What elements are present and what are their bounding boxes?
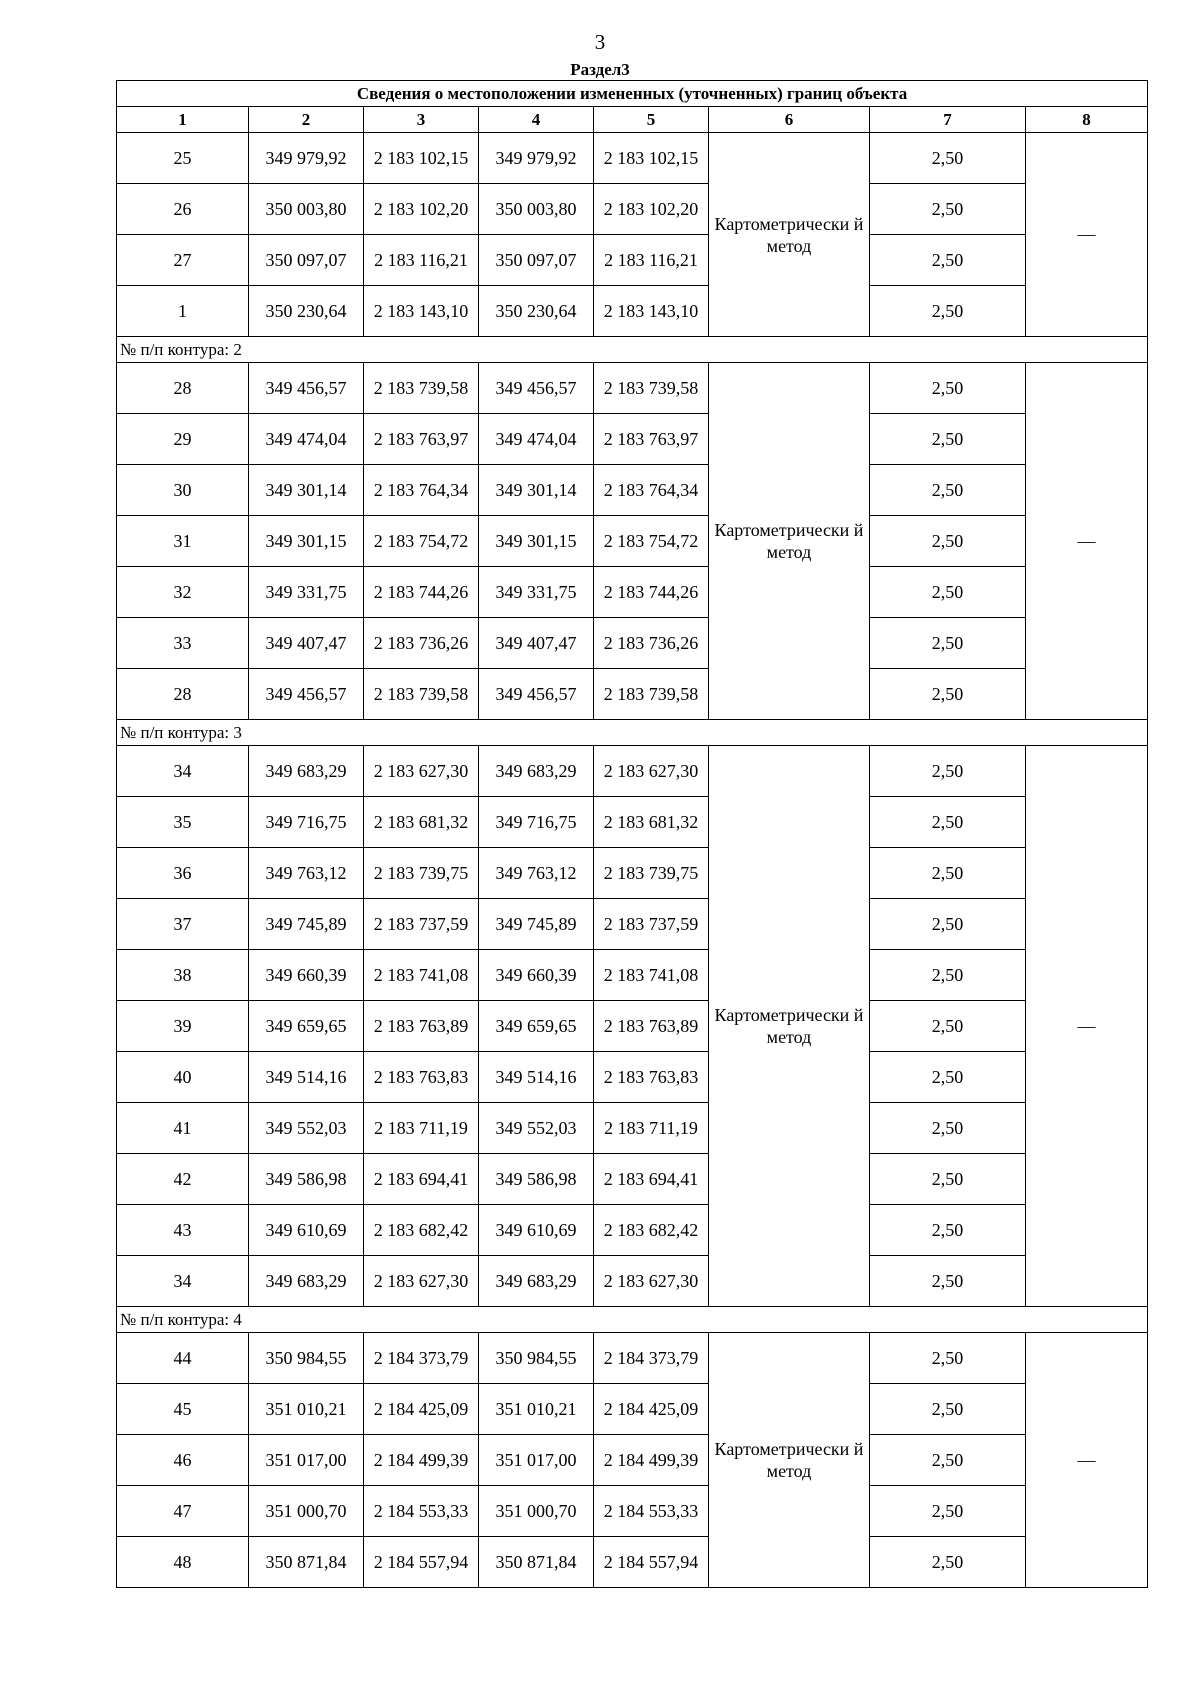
point-number-cell: 39 <box>117 1001 249 1052</box>
x-new-cell: 349 474,04 <box>479 414 594 465</box>
y-new-cell: 2 183 739,58 <box>594 363 709 414</box>
contour-label-row <box>117 1307 1148 1333</box>
point-number-cell: 42 <box>117 1154 249 1205</box>
y-new-cell: 2 183 739,58 <box>594 669 709 720</box>
x-old-cell: 350 984,55 <box>249 1333 364 1384</box>
point-number-cell: 33 <box>117 618 249 669</box>
contour-label-row <box>117 337 1148 363</box>
y-old-cell: 2 183 744,26 <box>364 567 479 618</box>
y-old-cell: 2 183 739,75 <box>364 848 479 899</box>
y-old-cell: 2 183 736,26 <box>364 618 479 669</box>
precision-cell: 2,50 <box>870 848 1026 899</box>
y-old-cell: 2 183 763,83 <box>364 1052 479 1103</box>
precision-cell: 2,50 <box>870 1537 1026 1588</box>
precision-cell: 2,50 <box>870 797 1026 848</box>
x-old-cell: 349 456,57 <box>249 363 364 414</box>
method-cell: Картометрически й метод <box>709 363 870 720</box>
y-old-cell: 2 183 694,41 <box>364 1154 479 1205</box>
page-number: 3 <box>594 30 606 54</box>
x-new-cell: 351 017,00 <box>479 1435 594 1486</box>
x-old-cell: 350 097,07 <box>249 235 364 286</box>
x-new-cell: 349 552,03 <box>479 1103 594 1154</box>
column-number-row <box>117 107 1148 133</box>
y-old-cell: 2 183 681,32 <box>364 797 479 848</box>
x-old-cell: 349 610,69 <box>249 1205 364 1256</box>
precision-cell: 2,50 <box>870 516 1026 567</box>
contour-label: № п/п контура: 4 <box>117 1307 1148 1333</box>
y-old-cell: 2 183 754,72 <box>364 516 479 567</box>
x-new-cell: 351 010,21 <box>479 1384 594 1435</box>
point-number-cell: 36 <box>117 848 249 899</box>
point-number-cell: 45 <box>117 1384 249 1435</box>
x-old-cell: 349 683,29 <box>249 1256 364 1307</box>
point-number-cell: 34 <box>117 1256 249 1307</box>
contour-label-row <box>117 720 1148 746</box>
precision-cell: 2,50 <box>870 567 1026 618</box>
point-number-cell: 27 <box>117 235 249 286</box>
table-row <box>117 286 1148 337</box>
table-row <box>117 516 1148 567</box>
y-new-cell: 2 183 763,97 <box>594 414 709 465</box>
table-row <box>117 797 1148 848</box>
x-old-cell: 349 586,98 <box>249 1154 364 1205</box>
y-old-cell: 2 184 373,79 <box>364 1333 479 1384</box>
y-old-cell: 2 183 739,58 <box>364 669 479 720</box>
x-new-cell: 349 407,47 <box>479 618 594 669</box>
x-new-cell: 349 610,69 <box>479 1205 594 1256</box>
table-row <box>117 1001 1148 1052</box>
y-old-cell: 2 183 102,15 <box>364 133 479 184</box>
precision-cell: 2,50 <box>870 286 1026 337</box>
table-row <box>117 1103 1148 1154</box>
y-old-cell: 2 184 499,39 <box>364 1435 479 1486</box>
point-number-cell: 34 <box>117 746 249 797</box>
table-row <box>117 848 1148 899</box>
y-old-cell: 2 183 763,89 <box>364 1001 479 1052</box>
precision-cell: 2,50 <box>870 950 1026 1001</box>
x-old-cell: 349 301,15 <box>249 516 364 567</box>
precision-cell: 2,50 <box>870 1103 1026 1154</box>
x-new-cell: 350 097,07 <box>479 235 594 286</box>
precision-cell: 2,50 <box>870 133 1026 184</box>
section-title: Раздел3 <box>570 60 630 79</box>
x-new-cell: 349 763,12 <box>479 848 594 899</box>
x-new-cell: 349 331,75 <box>479 567 594 618</box>
y-new-cell: 2 184 557,94 <box>594 1537 709 1588</box>
point-number-cell: 41 <box>117 1103 249 1154</box>
precision-cell: 2,50 <box>870 465 1026 516</box>
x-old-cell: 349 659,65 <box>249 1001 364 1052</box>
table-row <box>117 1154 1148 1205</box>
table-row <box>117 1384 1148 1435</box>
table-row <box>117 235 1148 286</box>
precision-cell: 2,50 <box>870 1001 1026 1052</box>
x-old-cell: 349 979,92 <box>249 133 364 184</box>
y-old-cell: 2 184 553,33 <box>364 1486 479 1537</box>
x-new-cell: 349 456,57 <box>479 363 594 414</box>
x-new-cell: 349 683,29 <box>479 1256 594 1307</box>
contour-label: № п/п контура: 3 <box>117 720 1148 746</box>
precision-cell: 2,50 <box>870 1052 1026 1103</box>
table-row <box>117 1537 1148 1588</box>
table-row <box>117 567 1148 618</box>
x-old-cell: 351 010,21 <box>249 1384 364 1435</box>
table-row <box>117 414 1148 465</box>
column-number-header: 4 <box>479 107 594 133</box>
column-number-header: 3 <box>364 107 479 133</box>
table-row <box>117 746 1148 797</box>
point-number-cell: 1 <box>117 286 249 337</box>
precision-cell: 2,50 <box>870 1333 1026 1384</box>
point-number-cell: 31 <box>117 516 249 567</box>
y-old-cell: 2 183 102,20 <box>364 184 479 235</box>
x-new-cell: 349 586,98 <box>479 1154 594 1205</box>
x-new-cell: 349 301,14 <box>479 465 594 516</box>
x-old-cell: 349 331,75 <box>249 567 364 618</box>
precision-cell: 2,50 <box>870 1205 1026 1256</box>
point-number-cell: 47 <box>117 1486 249 1537</box>
x-old-cell: 351 000,70 <box>249 1486 364 1537</box>
x-old-cell: 349 745,89 <box>249 899 364 950</box>
table-row <box>117 1333 1148 1384</box>
y-old-cell: 2 183 116,21 <box>364 235 479 286</box>
y-new-cell: 2 183 736,26 <box>594 618 709 669</box>
point-number-cell: 37 <box>117 899 249 950</box>
column-number-header: 1 <box>117 107 249 133</box>
table-row <box>117 1486 1148 1537</box>
x-new-cell: 350 984,55 <box>479 1333 594 1384</box>
point-number-cell: 28 <box>117 363 249 414</box>
column-number-header: 5 <box>594 107 709 133</box>
y-new-cell: 2 184 499,39 <box>594 1435 709 1486</box>
y-new-cell: 2 183 627,30 <box>594 1256 709 1307</box>
y-old-cell: 2 183 739,58 <box>364 363 479 414</box>
y-old-cell: 2 183 763,97 <box>364 414 479 465</box>
point-number-cell: 28 <box>117 669 249 720</box>
y-new-cell: 2 183 143,10 <box>594 286 709 337</box>
table-title: Сведения о местоположении измененных (уточненных) границ объекта <box>117 81 1148 107</box>
table-row <box>117 1256 1148 1307</box>
precision-cell: 2,50 <box>870 746 1026 797</box>
precision-cell: 2,50 <box>870 1486 1026 1537</box>
table-row <box>117 618 1148 669</box>
x-new-cell: 349 514,16 <box>479 1052 594 1103</box>
y-new-cell: 2 183 744,26 <box>594 567 709 618</box>
y-old-cell: 2 183 627,30 <box>364 746 479 797</box>
x-new-cell: 351 000,70 <box>479 1486 594 1537</box>
point-number-cell: 30 <box>117 465 249 516</box>
x-old-cell: 349 716,75 <box>249 797 364 848</box>
y-new-cell: 2 184 425,09 <box>594 1384 709 1435</box>
y-old-cell: 2 184 425,09 <box>364 1384 479 1435</box>
x-old-cell: 350 230,64 <box>249 286 364 337</box>
table-row <box>117 950 1148 1001</box>
y-old-cell: 2 183 711,19 <box>364 1103 479 1154</box>
y-new-cell: 2 183 102,15 <box>594 133 709 184</box>
y-new-cell: 2 183 694,41 <box>594 1154 709 1205</box>
precision-cell: 2,50 <box>870 414 1026 465</box>
table-row <box>117 465 1148 516</box>
method-cell: Картометрически й метод <box>709 1333 870 1588</box>
y-new-cell: 2 183 737,59 <box>594 899 709 950</box>
coordinates-table <box>116 80 1148 1588</box>
point-number-cell: 35 <box>117 797 249 848</box>
point-number-cell: 32 <box>117 567 249 618</box>
point-number-cell: 46 <box>117 1435 249 1486</box>
x-new-cell: 349 301,15 <box>479 516 594 567</box>
y-old-cell: 2 183 143,10 <box>364 286 479 337</box>
contour-label: № п/п контура: 2 <box>117 337 1148 363</box>
point-number-cell: 43 <box>117 1205 249 1256</box>
x-old-cell: 349 301,14 <box>249 465 364 516</box>
y-new-cell: 2 183 764,34 <box>594 465 709 516</box>
x-new-cell: 350 230,64 <box>479 286 594 337</box>
y-new-cell: 2 183 102,20 <box>594 184 709 235</box>
table-row <box>117 1052 1148 1103</box>
y-new-cell: 2 183 681,32 <box>594 797 709 848</box>
x-old-cell: 350 871,84 <box>249 1537 364 1588</box>
y-old-cell: 2 183 737,59 <box>364 899 479 950</box>
point-number-cell: 38 <box>117 950 249 1001</box>
x-old-cell: 349 552,03 <box>249 1103 364 1154</box>
x-new-cell: 349 683,29 <box>479 746 594 797</box>
point-number-cell: 25 <box>117 133 249 184</box>
x-new-cell: 349 979,92 <box>479 133 594 184</box>
point-number-cell: 26 <box>117 184 249 235</box>
y-new-cell: 2 183 682,42 <box>594 1205 709 1256</box>
x-new-cell: 349 745,89 <box>479 899 594 950</box>
y-new-cell: 2 183 116,21 <box>594 235 709 286</box>
y-new-cell: 2 183 754,72 <box>594 516 709 567</box>
x-new-cell: 349 660,39 <box>479 950 594 1001</box>
column-8-cell: — <box>1026 1333 1148 1588</box>
y-new-cell: 2 183 739,75 <box>594 848 709 899</box>
precision-cell: 2,50 <box>870 363 1026 414</box>
x-old-cell: 349 514,16 <box>249 1052 364 1103</box>
precision-cell: 2,50 <box>870 235 1026 286</box>
x-old-cell: 349 660,39 <box>249 950 364 1001</box>
table-row <box>117 363 1148 414</box>
precision-cell: 2,50 <box>870 184 1026 235</box>
y-new-cell: 2 183 627,30 <box>594 746 709 797</box>
column-8-cell: — <box>1026 133 1148 337</box>
precision-cell: 2,50 <box>870 1384 1026 1435</box>
table-row <box>117 1435 1148 1486</box>
y-old-cell: 2 183 764,34 <box>364 465 479 516</box>
table-row <box>117 1205 1148 1256</box>
x-old-cell: 350 003,80 <box>249 184 364 235</box>
method-cell: Картометрически й метод <box>709 133 870 337</box>
y-old-cell: 2 183 682,42 <box>364 1205 479 1256</box>
precision-cell: 2,50 <box>870 669 1026 720</box>
table-row <box>117 133 1148 184</box>
point-number-cell: 48 <box>117 1537 249 1588</box>
x-old-cell: 349 763,12 <box>249 848 364 899</box>
method-cell: Картометрически й метод <box>709 746 870 1307</box>
x-new-cell: 350 871,84 <box>479 1537 594 1588</box>
column-number-header: 2 <box>249 107 364 133</box>
x-new-cell: 349 456,57 <box>479 669 594 720</box>
precision-cell: 2,50 <box>870 899 1026 950</box>
precision-cell: 2,50 <box>870 1435 1026 1486</box>
point-number-cell: 29 <box>117 414 249 465</box>
column-number-header: 6 <box>709 107 870 133</box>
y-new-cell: 2 183 741,08 <box>594 950 709 1001</box>
point-number-cell: 40 <box>117 1052 249 1103</box>
x-new-cell: 349 659,65 <box>479 1001 594 1052</box>
table-body <box>117 133 1148 1588</box>
x-old-cell: 349 407,47 <box>249 618 364 669</box>
table-row <box>117 899 1148 950</box>
x-old-cell: 349 683,29 <box>249 746 364 797</box>
y-old-cell: 2 183 627,30 <box>364 1256 479 1307</box>
x-old-cell: 349 456,57 <box>249 669 364 720</box>
precision-cell: 2,50 <box>870 618 1026 669</box>
table-row <box>117 669 1148 720</box>
column-8-cell: — <box>1026 363 1148 720</box>
x-new-cell: 350 003,80 <box>479 184 594 235</box>
y-old-cell: 2 183 741,08 <box>364 950 479 1001</box>
column-number-header: 7 <box>870 107 1026 133</box>
column-number-header: 8 <box>1026 107 1148 133</box>
x-old-cell: 349 474,04 <box>249 414 364 465</box>
precision-cell: 2,50 <box>870 1256 1026 1307</box>
column-8-cell: — <box>1026 746 1148 1307</box>
y-new-cell: 2 184 373,79 <box>594 1333 709 1384</box>
y-new-cell: 2 184 553,33 <box>594 1486 709 1537</box>
y-new-cell: 2 183 763,89 <box>594 1001 709 1052</box>
y-old-cell: 2 184 557,94 <box>364 1537 479 1588</box>
point-number-cell: 44 <box>117 1333 249 1384</box>
x-new-cell: 349 716,75 <box>479 797 594 848</box>
table-row <box>117 184 1148 235</box>
x-old-cell: 351 017,00 <box>249 1435 364 1486</box>
y-new-cell: 2 183 711,19 <box>594 1103 709 1154</box>
y-new-cell: 2 183 763,83 <box>594 1052 709 1103</box>
precision-cell: 2,50 <box>870 1154 1026 1205</box>
